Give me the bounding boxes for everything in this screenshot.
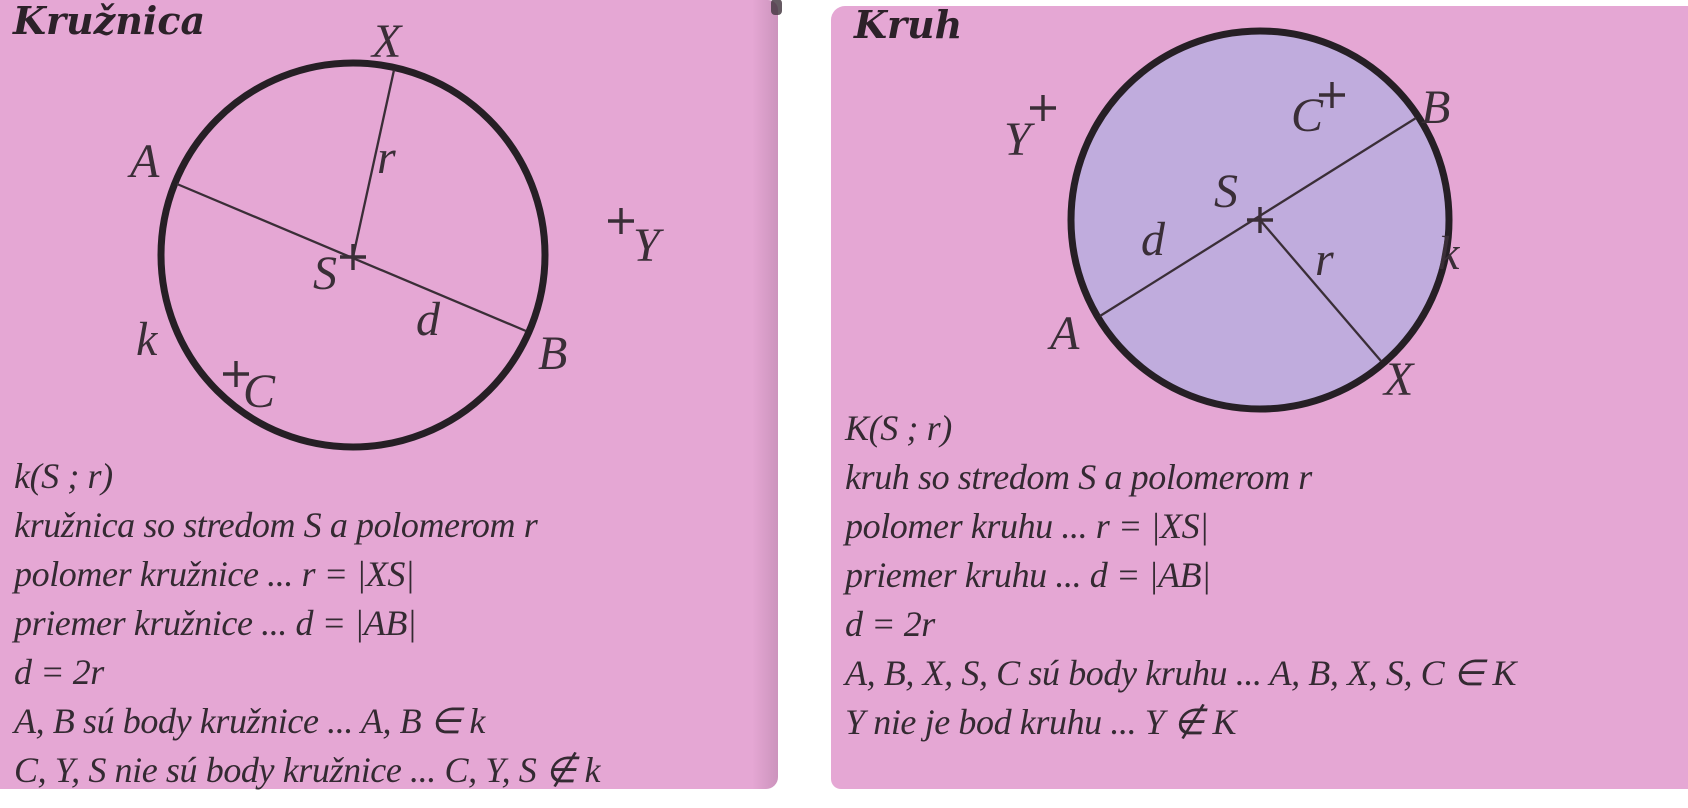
center-label-S: S xyxy=(1214,165,1238,218)
center-label-S: S xyxy=(313,247,337,300)
point-label-B: B xyxy=(1421,81,1451,134)
diameter-label-d: d xyxy=(1141,213,1165,266)
kruh-definitions xyxy=(845,404,1516,747)
definition-line: polomer kružnice ... r = |XS| xyxy=(14,554,415,594)
radius-label-r: r xyxy=(1315,233,1334,286)
definition-line: K(S ; r) xyxy=(845,408,952,448)
panel-title-kruh: Kruh xyxy=(854,2,963,47)
definition-line: C, Y, S nie sú body kružnice ... C, Y, S ∉ k xyxy=(14,750,601,790)
point-label-A: A xyxy=(1050,307,1080,360)
point-label-A: A xyxy=(130,135,160,188)
definition-line: Y nie je bod kruhu ... Y ∉ K xyxy=(845,702,1237,742)
curve-label-k: k xyxy=(136,313,158,366)
definition-line: polomer kruhu ... r = |XS| xyxy=(845,506,1209,546)
panel-kruh xyxy=(831,2,1688,789)
diameter-label-d: d xyxy=(416,293,440,346)
center-mark-S xyxy=(340,244,366,270)
definition-line: priemer kružnice ... d = |AB| xyxy=(14,603,417,643)
point-label-B: B xyxy=(538,327,568,380)
point-mark-Y xyxy=(1030,95,1056,121)
point-label-C: C xyxy=(243,365,276,418)
definition-line: k(S ; r) xyxy=(14,456,113,496)
point-label-Y: Y xyxy=(1004,113,1031,166)
definition-line: A, B sú body kružnice ... A, B ∈ k xyxy=(14,701,485,741)
curve-label-k: k xyxy=(1438,227,1460,280)
radius-label-r: r xyxy=(377,131,396,184)
definition-line: d = 2r xyxy=(845,604,935,644)
point-mark-Y xyxy=(608,208,634,234)
panel-title-kruznica: Kružnica xyxy=(13,0,206,43)
point-label-X: X xyxy=(1384,353,1414,406)
panel-kruznica xyxy=(0,0,778,789)
definition-line: priemer kruhu ... d = |AB| xyxy=(845,555,1211,595)
definition-line: d = 2r xyxy=(14,652,104,692)
definition-line: kružnica so stredom S a polomerom r xyxy=(14,505,538,545)
point-label-C: C xyxy=(1291,89,1324,142)
definition-line: kruh so stredom S a polomerom r xyxy=(845,457,1312,497)
kruh-diagram xyxy=(831,6,1688,458)
definition-line: A, B, X, S, C sú body kruhu ... A, B, X, S, C ∈ K xyxy=(845,653,1517,693)
point-label-X: X xyxy=(372,15,402,68)
kruznica-definitions xyxy=(14,452,600,795)
point-label-Y: Y xyxy=(633,219,660,272)
